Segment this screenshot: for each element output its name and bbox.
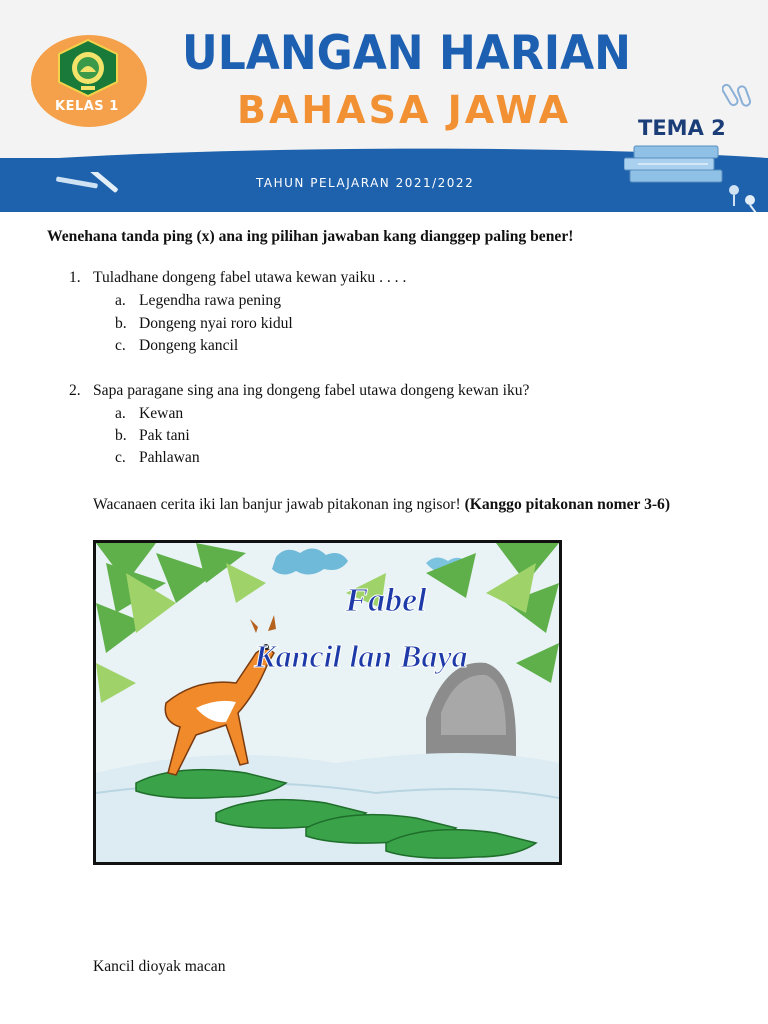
option-2c[interactable] [115, 449, 200, 467]
pencils-icon [52, 172, 124, 200]
paperclip-icon [722, 80, 758, 112]
reading-note: (Kanggo pitakonan nomer 3-6) [464, 496, 671, 513]
question-2 [69, 382, 529, 400]
option-text: Dongeng nyai roro kidul [139, 315, 293, 332]
option-2a[interactable] [115, 405, 183, 423]
option-letter: a. [115, 405, 126, 422]
school-logo-icon [55, 38, 121, 98]
worksheet-header [0, 0, 768, 212]
option-letter: b. [115, 427, 127, 444]
option-1b[interactable] [115, 315, 293, 333]
option-letter: b. [115, 315, 127, 332]
school-year: TAHUN PELAJARAN 2021/2022 [256, 176, 475, 190]
story-text: Kancil dioyak macan [93, 958, 226, 975]
option-letter: c. [115, 337, 126, 354]
page-title: ULANGAN HARIAN [182, 25, 631, 82]
option-text: Legendha rawa pening [139, 292, 282, 309]
option-text: Dongeng kancil [139, 337, 239, 354]
question-text: Sapa paragane sing ana ing dongeng fabel utawa dongeng kewan iku? [93, 382, 530, 399]
page-subtitle: BAHASA JAWA [237, 88, 572, 132]
class-label: KELAS 1 [55, 99, 119, 114]
option-1a[interactable] [115, 292, 281, 310]
kancil-crocodile-image [96, 543, 559, 862]
illustration-title: Fabel [345, 582, 427, 619]
option-letter: a. [115, 292, 126, 309]
option-text: Pahlawan [139, 449, 200, 466]
option-letter: c. [115, 449, 126, 466]
reading-instruction [93, 494, 693, 516]
option-text: Kewan [139, 405, 184, 422]
pushpins-icon [720, 182, 764, 212]
instruction: Wenehana tanda ping (x) ana ing pilihan jawaban kang dianggep paling bener! [47, 228, 574, 245]
option-2b[interactable] [115, 427, 190, 445]
theme-label: TEMA 2 [638, 116, 726, 140]
question-1 [69, 269, 406, 287]
question-text: Tuladhane dongeng fabel utawa kewan yaiku . . . . [93, 269, 407, 286]
option-text: Pak tani [139, 427, 190, 444]
illustration-subtitle: Kancil lan Baya [254, 638, 468, 674]
fable-illustration [93, 540, 562, 865]
reading-intro: Wacanaen cerita iki lan banjur jawab pitakonan ing ngisor! [93, 496, 461, 513]
option-1c[interactable] [115, 337, 238, 355]
question-number: 1. [69, 269, 81, 286]
books-icon [624, 138, 728, 186]
question-number: 2. [69, 382, 81, 399]
